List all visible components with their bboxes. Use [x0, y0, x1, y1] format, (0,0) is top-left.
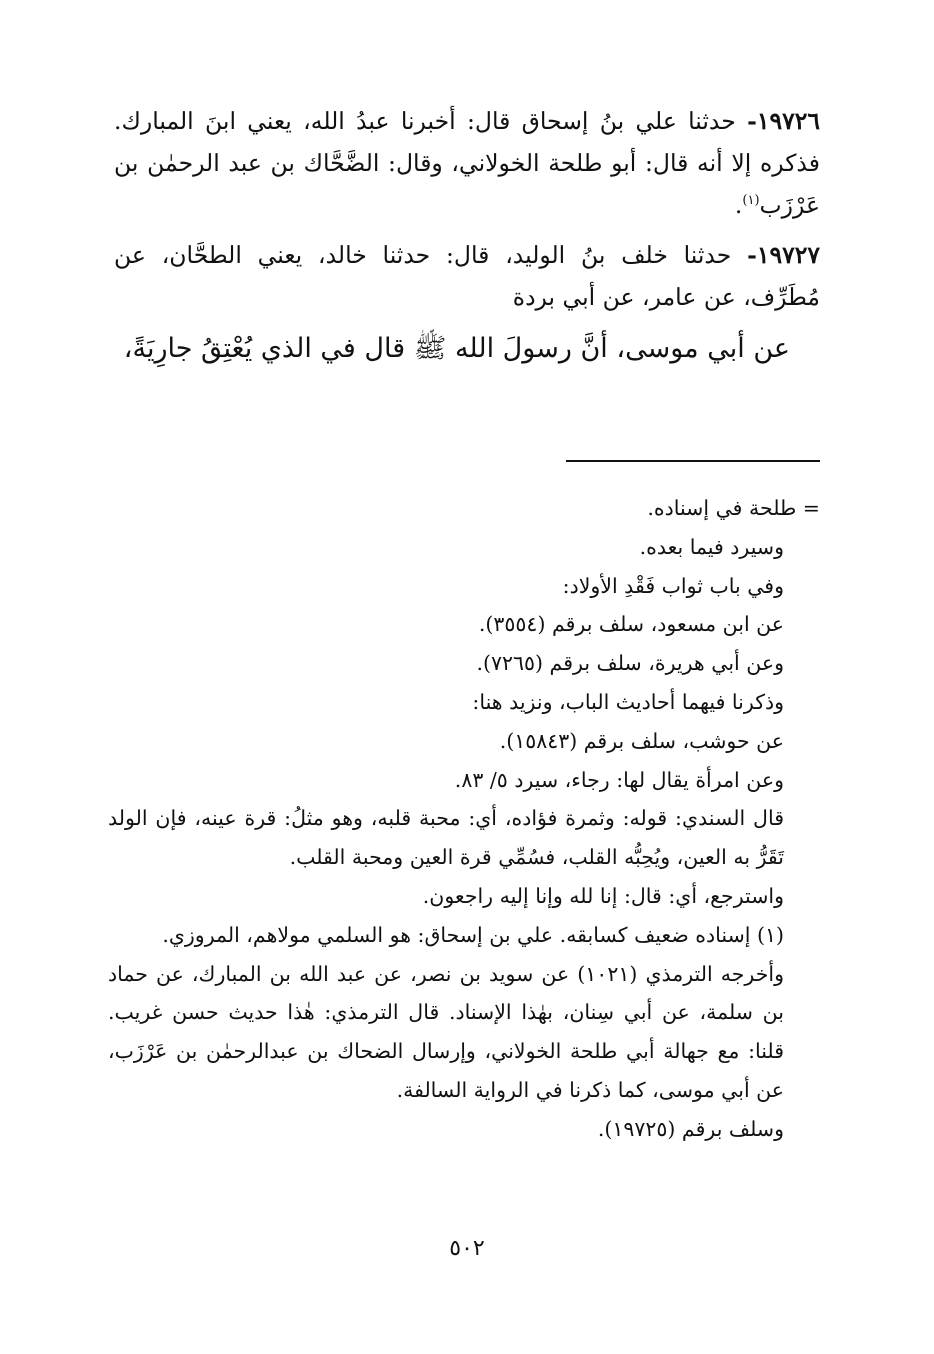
footnote-line: وفي باب ثواب فَقْدِ الأولاد: [562, 573, 784, 598]
hadith-paragraph [114, 100, 820, 226]
footnote-line: وعن أبي هريرة، سلف برقم (٧٢٦٥). [476, 651, 784, 676]
footnote-line: واسترجع، أي: قال: إنا لله وإنا إليه راجعون. [422, 883, 784, 908]
hadith-text: حدثنا خلف بنُ الوليد، قال: حدثنا خالد، يعني الطحَّان، عن مُطَرِّف، عن عامر، عن أبي بردة [114, 241, 820, 311]
footnote-line: وعن امرأة يقال لها: رجاء، سيرد ٥/ ٨٣. [454, 767, 784, 792]
hadith-paragraph [114, 234, 820, 318]
footnote-line: وسلف برقم (١٩٧٢٥). [597, 1116, 784, 1141]
hadith-text: حدثنا علي بنُ إسحاق قال: أخبرنا عبدُ الله، يعني ابنَ المبارك. فذكره إلا أنه قال: أبو طلحة الخولاني، وقال: الضَّحَّاك بن عبد الرحمٰن بن عَرْزَب [114, 107, 820, 219]
footnote-reference[interactable]: (١) [742, 193, 760, 209]
footnote-line: عن ابن مسعود، سلف برقم (٣٥٥٤). [478, 612, 784, 637]
footnote-1: (١) إسناده ضعيف كسابقه. علي بن إسحاق: هو السلمي مولاهم، المروزي. [162, 922, 784, 947]
footnote-line: وأخرجه الترمذي (١٠٢١) عن سويد بن نصر، عن عبد الله بن المبارك، عن حماد بن سلمة، عن أبي سِنان، بهٰذا الإسناد. قال الترمذي: هٰذا حديث حسن غريب. قلنا: مع جهالة أبي طلحة الخولاني، وإرسال الضحاك بن عبدالرحمٰن بن عَرْزَب، عن أبي موسى، كما ذكرنا في الرواية السالفة. [108, 961, 785, 1102]
footnote-line: عن حوشب، سلف برقم (١٥٨٤٣). [499, 728, 784, 753]
footnote-line: وسيرد فيما بعده. [639, 534, 784, 559]
hadith-text-end: . [734, 191, 743, 219]
footnote-separator [566, 460, 820, 462]
footnote-line: وذكرنا فيهما أحاديث الباب، ونزيد هنا: [472, 689, 784, 714]
footnote-line: = طلحة في إسناده. [647, 496, 820, 520]
hadith-number: ١٩٧٢٦- [747, 107, 820, 135]
hadith-matn: عن أبي موسى، أنَّ رسولَ الله ﷺ قال في الذي يُعْتِقُ جارِيَةً، [123, 333, 790, 364]
footnotes [108, 489, 820, 1149]
footnote-line: قال السندي: قوله: وثمرة فؤاده، أي: محبة قلبه، وهو مثلُ: قرة عينه، فإن الولد تَقَرُّ به العين، ويُحِبُّه القلب، فسُمِّي قرة العين ومحبة القلب. [108, 806, 784, 870]
page-number: ٥٠٢ [449, 1236, 485, 1261]
main-text [114, 100, 820, 372]
hadith-number: ١٩٧٢٧- [747, 241, 820, 269]
